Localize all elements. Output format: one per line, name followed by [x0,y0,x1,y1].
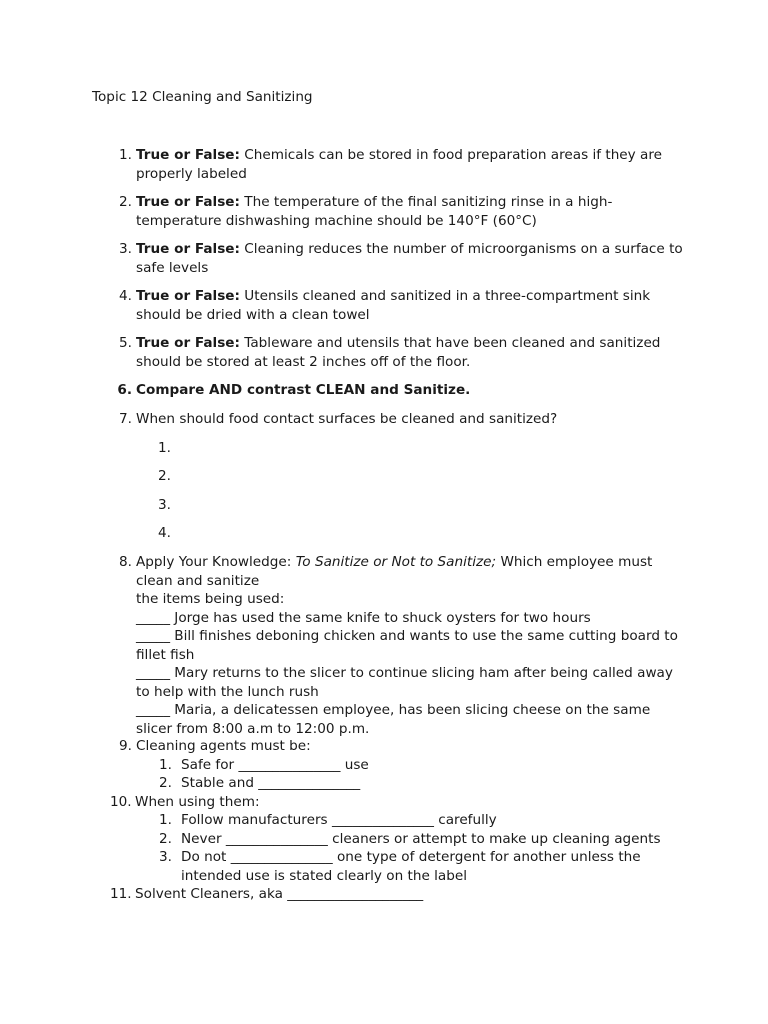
question-number: 9. [119,738,132,754]
question-text-line2: the items being used: [136,591,285,607]
question-5 [106,334,686,371]
sub-item-number: 2. [159,775,172,791]
sub-item-number: 1. [159,812,172,828]
question-number: 2. [119,194,132,210]
true-false-label: True or False: [136,194,240,210]
sub-item-text: Safe for _______________ use [181,757,369,773]
question-number: 1. [119,147,132,163]
answer-line-number: 1. [158,440,171,456]
question-8 [106,553,686,738]
question-text: When using them: [135,794,260,810]
scenario-item: _____ Mary returns to the slicer to continue slicing ham after being called away to help with the lunch rush [136,665,673,700]
question-text: Cleaning reduces the number of microorganisms on a surface to safe levels [136,241,683,276]
page-title: Topic 12 Cleaning and Sanitizing [92,89,313,105]
question-4 [106,287,686,324]
question-number: 4. [119,288,132,304]
question-text: Compare AND contrast CLEAN and Sanitize. [136,382,471,398]
sub-item-text: Stable and _______________ [181,775,361,791]
question-number: 6. [117,382,132,398]
question-number: 7. [119,411,132,427]
sub-item [136,811,686,830]
true-false-label: True or False: [136,335,240,351]
sub-item [136,756,686,775]
question-text: Solvent Cleaners, aka ____________________ [135,886,424,902]
question-text: Cleaning agents must be: [136,738,311,754]
true-false-label: True or False: [136,288,240,304]
answer-line-number: 3. [158,497,171,513]
sub-item-number: 3. [159,849,172,865]
question-text: Utensils cleaned and sanitized in a three-compartment sink should be dried with a clean towel [136,288,651,323]
question-7 [106,410,686,429]
sub-item-text: Follow manufacturers _______________ carefully [181,812,497,828]
question-text: Tableware and utensils that have been cleaned and sanitized should be stored at least 2 inches off of the floor. [136,335,661,370]
question-italic-title: To Sanitize or Not to Sanitize; [295,554,497,570]
question-2 [106,193,686,230]
question-text: When should food contact surfaces be cleaned and sanitized? [136,411,558,427]
question-text: The temperature of the final sanitizing rinse in a high-temperature dishwashing machine should be 140°F (60°C) [136,194,613,229]
question-6 [106,381,686,400]
question-11 [106,885,686,904]
sub-item [136,848,686,885]
answer-line-number: 4. [158,525,171,541]
question-1 [106,146,686,183]
question-9 [106,737,686,756]
scenario-item: _____ Maria, a delicatessen employee, has been slicing cheese on the same slicer from 8:00 a.m to 12:00 p.m. [136,702,651,737]
sub-item [136,830,686,849]
sub-item-number: 2. [159,831,172,847]
question-number: 5. [119,335,132,351]
sub-item-text: Never _______________ cleaners or attempt to make up cleaning agents [181,831,661,847]
question-text: Which employee must clean and sanitize [136,554,653,589]
scenario-item: _____ Jorge has used the same knife to shuck oysters for two hours [136,609,591,626]
true-false-label: True or False: [136,241,240,257]
question-number: 10. [110,794,132,810]
sub-item-text: Do not _______________ one type of detergent for another unless the intended use is stated clearly on the label [181,849,641,884]
question-number: 11. [110,886,132,902]
question-text: Chemicals can be stored in food preparation areas if they are properly labeled [136,147,663,182]
question-number: 3. [119,241,132,257]
sub-item [136,774,686,793]
sub-item-number: 1. [159,757,172,773]
question-10 [106,793,686,812]
scenario-item: _____ Bill finishes deboning chicken and wants to use the same cutting board to fillet fish [136,628,678,663]
answer-line-number: 2. [158,468,171,484]
question-number: 8. [119,554,132,570]
true-false-label: True or False: [136,147,240,163]
question-lead: Apply Your Knowledge: [136,554,292,570]
question-3 [106,240,686,277]
